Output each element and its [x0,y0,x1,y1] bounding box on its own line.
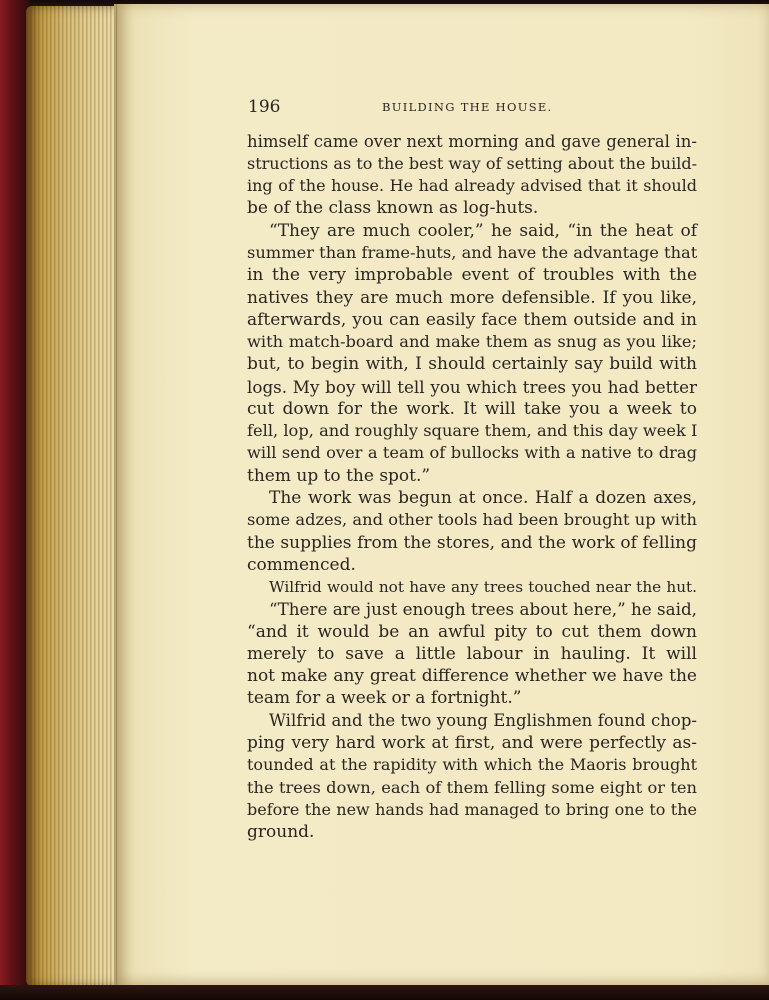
text-line: but, to begin with, I should certainly say build with [247,354,697,374]
text-line: The work was begun at once. Half a dozen axes, [269,488,697,508]
text-line: “They are much cooler,” he said, “in the heat of [269,221,697,241]
text-line: merely to save a little labour in hauling. It will [247,644,697,664]
text-line: fell, lop, and roughly square them, and this day week I [247,421,698,440]
text-line: them up to the spot.” [247,466,431,486]
text-line: “and it would be an awful pity to cut them down [247,622,697,642]
text-line: in the very improbable event of troubles with the [247,265,697,285]
text-line: team for a week or a fortnight.” [247,688,522,708]
text-line: summer than frame-huts, and have the advantage that [247,243,698,262]
text-line: be of the class known as log-huts. [247,198,539,218]
text-line: himself came over next morning and gave general in- [247,132,697,151]
text-line: afterwards, you can easily face them outside and in [247,310,697,330]
text-line: the trees down, each of them felling some eight or ten [247,778,697,797]
text-line: ing of the house. He had already advised that it should [247,176,697,195]
text-line: “There are just enough trees about here,” he said, [269,599,697,619]
text-line: tounded at the rapidity with which the Maoris brought [247,755,697,774]
text-line: Wilfrid would not have any trees touched near the hut. [269,578,697,596]
page-number: 196 [248,97,281,117]
text-line: some adzes, and other tools had been brought up with [247,510,697,529]
book-cover-bottom [0,985,769,1000]
text-line: ping very hard work at first, and were perfectly as- [247,733,697,753]
page-edges [26,6,120,986]
text-line: with match-board and make them as snug as you like; [247,332,697,351]
text-line: the supplies from the stores, and the work of felling [247,533,697,553]
text-line: before the new hands had managed to bring one to the [247,800,697,819]
text-line: natives they are much more defensible. If you like, [247,288,697,308]
running-title: BUILDING THE HOUSE. [382,100,553,114]
gutter-shadow [116,4,117,987]
text-line: Wilfrid and the two young Englishmen found chop- [269,711,697,730]
text-line: commenced. [247,555,356,575]
text-line: will send over a team of bullocks with a native to drag [247,443,697,462]
text-line: not make any great difference whether we have the [247,666,697,686]
text-line: structions as to the best way of setting about the build- [247,154,697,173]
text-line: logs. My boy will tell you which trees you had better [247,377,697,397]
text-line: cut down for the work. It will take you a week to [247,399,697,419]
text-line: ground. [247,822,315,842]
